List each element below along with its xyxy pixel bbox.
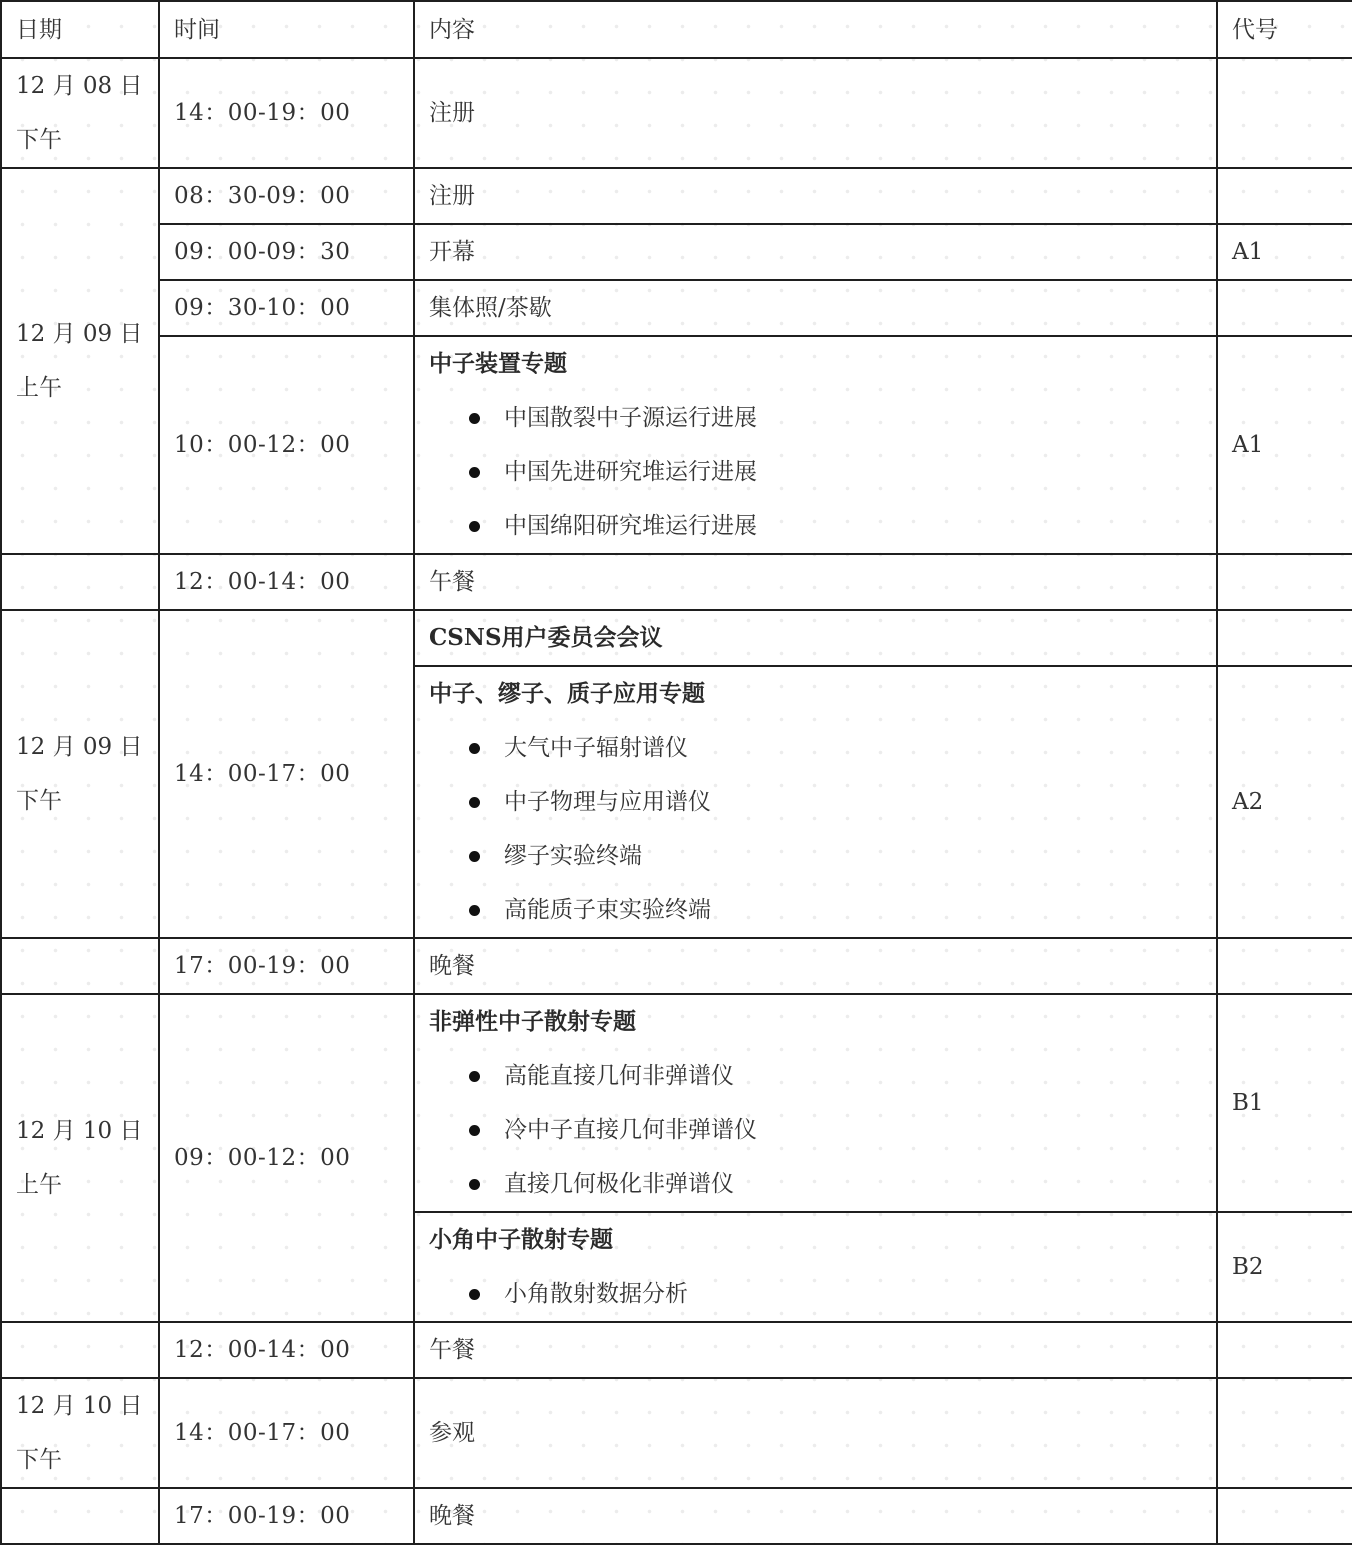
- header-code: 代号: [1217, 1, 1352, 58]
- content-cell: 晚餐: [414, 938, 1217, 994]
- list-item: 冷中子直接几何非弹谱仪: [429, 1103, 1202, 1157]
- session-title: 非弹性中子散射专题: [429, 1008, 636, 1035]
- content-cell: 午餐: [414, 554, 1217, 610]
- list-item: 大气中子辐射谱仪: [429, 721, 1202, 775]
- time-cell: 17：00-19：00: [159, 938, 414, 994]
- time-cell: 17：00-19：00: [159, 1488, 414, 1544]
- list-item: 中国散裂中子源运行进展: [429, 391, 1202, 445]
- header-row: [1, 1, 1352, 58]
- code-cell: [1217, 1378, 1352, 1488]
- list-item: 高能直接几何非弹谱仪: [429, 1049, 1202, 1103]
- list-item: 中国绵阳研究堆运行进展: [429, 499, 1202, 553]
- table-row: [1, 168, 1352, 224]
- time-cell: 09：30-10：00: [159, 280, 414, 336]
- content-cell: 注册: [414, 168, 1217, 224]
- code-cell: B2: [1217, 1212, 1352, 1322]
- content-cell: 参观: [414, 1378, 1217, 1488]
- date-cell: 12 月 08 日 下午: [1, 58, 159, 168]
- table-row: [1, 1488, 1352, 1544]
- time-cell: 14：00-17：00: [159, 610, 414, 938]
- code-cell: [1217, 1322, 1352, 1378]
- code-cell: A2: [1217, 666, 1352, 938]
- session-list: [429, 391, 1202, 553]
- header-content: 内容: [414, 1, 1217, 58]
- content-cell: [414, 1212, 1217, 1322]
- list-item: 中子物理与应用谱仪: [429, 775, 1202, 829]
- table-row: [1, 58, 1352, 168]
- table-row: [1, 336, 1352, 554]
- code-cell: [1217, 610, 1352, 666]
- content-cell: [414, 994, 1217, 1212]
- code-cell: [1217, 1488, 1352, 1544]
- code-cell: [1217, 554, 1352, 610]
- content-cell: 注册: [414, 58, 1217, 168]
- date-cell: 12 月 10 日 上午: [1, 994, 159, 1322]
- content-cell: CSNS用户委员会会议: [414, 610, 1217, 666]
- session-title: 中子装置专题: [429, 350, 567, 377]
- table-row: [1, 1378, 1352, 1488]
- date-cell: [1, 554, 159, 610]
- code-cell: [1217, 280, 1352, 336]
- table-row: [1, 280, 1352, 336]
- time-cell: 10：00-12：00: [159, 336, 414, 554]
- table-row: [1, 938, 1352, 994]
- list-item: 缪子实验终端: [429, 829, 1202, 883]
- time-cell: 12：00-14：00: [159, 554, 414, 610]
- table-row: [1, 994, 1352, 1212]
- date-cell: [1, 1488, 159, 1544]
- table-row: [1, 554, 1352, 610]
- code-cell: A1: [1217, 224, 1352, 280]
- time-cell: 09：00-12：00: [159, 994, 414, 1322]
- date-cell: 12 月 09 日 上午: [1, 168, 159, 554]
- session-title: 中子、缪子、质子应用专题: [429, 680, 705, 707]
- session-list: [429, 1267, 1202, 1321]
- code-cell: [1217, 168, 1352, 224]
- date-cell: [1, 1322, 159, 1378]
- table-row: [1, 610, 1352, 666]
- content-cell: [414, 666, 1217, 938]
- time-cell: 08：30-09：00: [159, 168, 414, 224]
- header-time: 时间: [159, 1, 414, 58]
- session-list: [429, 1049, 1202, 1211]
- session-title: 小角中子散射专题: [429, 1226, 613, 1253]
- time-cell: 09：00-09：30: [159, 224, 414, 280]
- time-cell: 12：00-14：00: [159, 1322, 414, 1378]
- code-cell: A1: [1217, 336, 1352, 554]
- header-date: 日期: [1, 1, 159, 58]
- time-cell: 14：00-19：00: [159, 58, 414, 168]
- list-item: 中国先进研究堆运行进展: [429, 445, 1202, 499]
- content-cell: 晚餐: [414, 1488, 1217, 1544]
- time-cell: 14：00-17：00: [159, 1378, 414, 1488]
- session-list: [429, 721, 1202, 937]
- content-cell: 集体照/茶歇: [414, 280, 1217, 336]
- list-item: 高能质子束实验终端: [429, 883, 1202, 937]
- date-cell: 12 月 10 日 下午: [1, 1378, 159, 1488]
- list-item: 直接几何极化非弹谱仪: [429, 1157, 1202, 1211]
- code-cell: [1217, 58, 1352, 168]
- code-cell: [1217, 938, 1352, 994]
- list-item: 小角散射数据分析: [429, 1267, 1202, 1321]
- content-cell: [414, 336, 1217, 554]
- content-cell: 午餐: [414, 1322, 1217, 1378]
- table-row: [1, 224, 1352, 280]
- code-cell: B1: [1217, 994, 1352, 1212]
- date-cell: 12 月 09 日 下午: [1, 610, 159, 938]
- content-cell: 开幕: [414, 224, 1217, 280]
- date-cell: [1, 938, 159, 994]
- table-row: [1, 1322, 1352, 1378]
